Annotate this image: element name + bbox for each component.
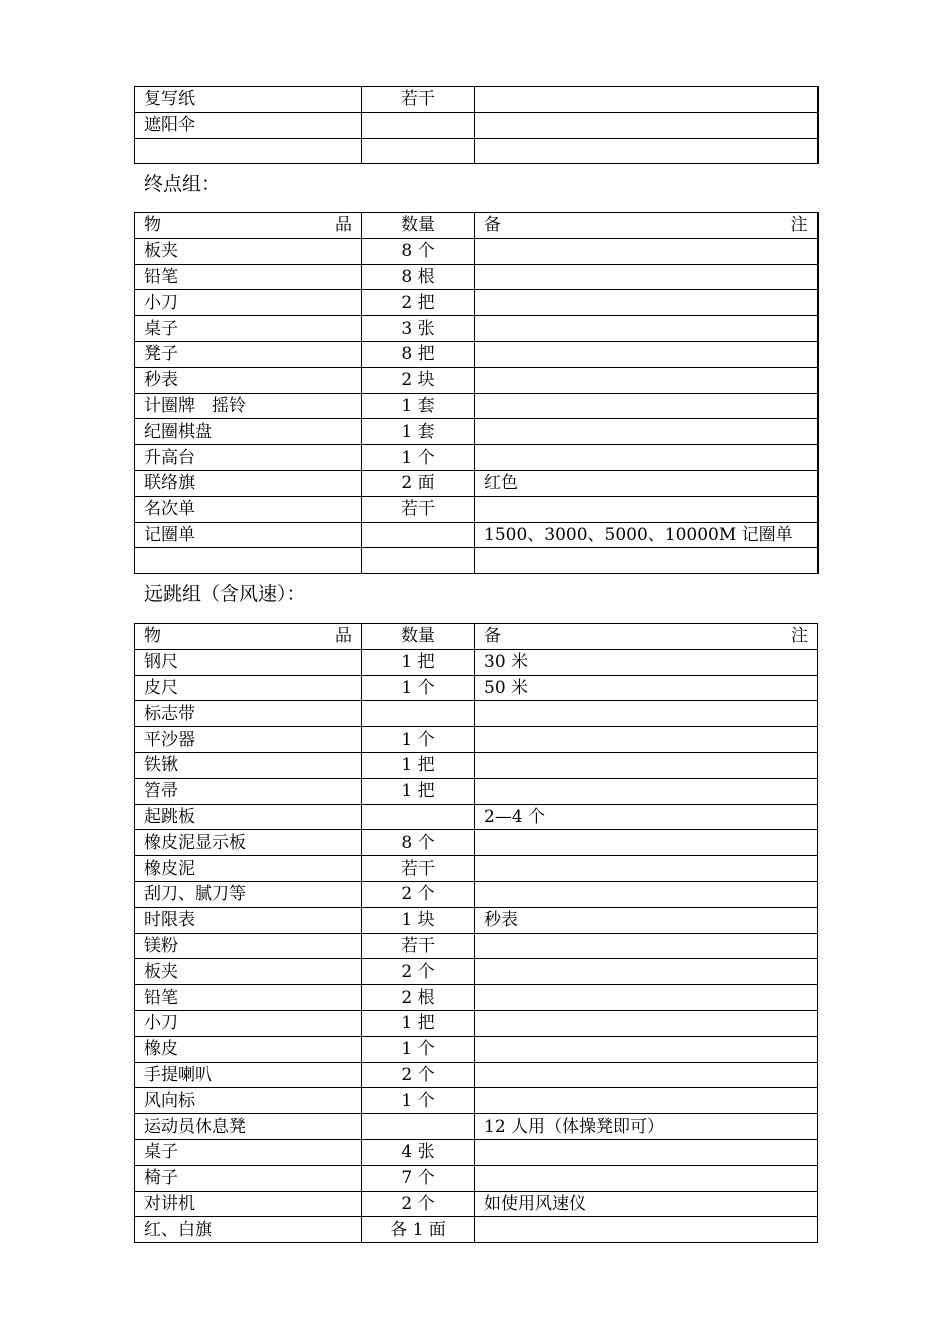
item-cell: 记圈单: [135, 522, 362, 548]
note-cell: [475, 316, 818, 342]
note-cell: 1500、3000、5000、10000M 记圈单: [475, 522, 818, 548]
item-cell: 橡皮泥: [135, 856, 362, 882]
table-row: [135, 675, 818, 701]
header-note: [475, 624, 818, 650]
note-cell: [475, 1139, 818, 1165]
table-row: [135, 1217, 818, 1243]
note-cell: [475, 393, 818, 419]
item-cell: 钢尺: [135, 649, 362, 675]
item-cell: 联络旗: [135, 470, 362, 496]
qty-cell: 2 根: [362, 985, 475, 1011]
long-jump-equipment-table: [134, 623, 818, 1243]
qty-cell: 7 个: [362, 1165, 475, 1191]
note-cell: [475, 701, 818, 727]
item-cell: 铅笔: [135, 985, 362, 1011]
header-note-b: 注: [790, 215, 808, 236]
header-item: [135, 624, 362, 650]
note-cell: [475, 727, 818, 753]
table-row: [135, 907, 818, 933]
qty-cell: 8 个: [362, 830, 475, 856]
header-item-a: 物: [144, 626, 161, 647]
table-row: [135, 985, 818, 1011]
qty-cell: 4 张: [362, 1139, 475, 1165]
note-cell: 秒表: [475, 907, 818, 933]
item-cell: 计圈牌 摇铃: [135, 393, 362, 419]
item-cell: 秒表: [135, 367, 362, 393]
note-cell: 如使用风速仪: [475, 1191, 818, 1217]
qty-cell: 8 把: [362, 341, 475, 367]
qty-cell: 2 个: [362, 881, 475, 907]
table-row: [135, 419, 818, 445]
table-row: [135, 112, 818, 138]
table-row: [135, 856, 818, 882]
table-row: [135, 548, 818, 574]
item-cell: 橡皮泥显示板: [135, 830, 362, 856]
table-row: [135, 470, 818, 496]
note-cell: [475, 112, 818, 138]
item-cell: [135, 548, 362, 574]
table-row: [135, 1036, 818, 1062]
header-note: [475, 213, 818, 239]
note-cell: [475, 419, 818, 445]
qty-cell: 若干: [362, 856, 475, 882]
note-cell: [475, 548, 818, 574]
table-row: [135, 264, 818, 290]
qty-cell: 3 张: [362, 316, 475, 342]
qty-cell: 若干: [362, 87, 475, 113]
qty-cell: [362, 522, 475, 548]
item-cell: 橡皮: [135, 1036, 362, 1062]
table-row: [135, 341, 818, 367]
note-cell: [475, 238, 818, 264]
qty-cell: 1 个: [362, 675, 475, 701]
item-cell: 皮尺: [135, 675, 362, 701]
table-header-row: [135, 213, 818, 239]
note-cell: [475, 1062, 818, 1088]
note-cell: 50 米: [475, 675, 818, 701]
table-header-row: [135, 624, 818, 650]
note-cell: [475, 496, 818, 522]
item-cell: 板夹: [135, 959, 362, 985]
header-note-a: 备: [484, 215, 501, 236]
qty-cell: 1 套: [362, 419, 475, 445]
qty-cell: 1 套: [362, 393, 475, 419]
note-cell: 30 米: [475, 649, 818, 675]
item-cell: 起跳板: [135, 804, 362, 830]
item-cell: 手提喇叭: [135, 1062, 362, 1088]
header-item: [135, 213, 362, 239]
item-cell: 升高台: [135, 445, 362, 471]
table-row: [135, 496, 818, 522]
item-cell: 风向标: [135, 1088, 362, 1114]
item-cell: 小刀: [135, 290, 362, 316]
item-cell: 名次单: [135, 496, 362, 522]
table-row: [135, 933, 818, 959]
note-cell: [475, 985, 818, 1011]
table-row: [135, 1088, 818, 1114]
table-row: [135, 959, 818, 985]
item-cell: 纪圈棋盘: [135, 419, 362, 445]
note-cell: [475, 290, 818, 316]
note-cell: 红色: [475, 470, 818, 496]
item-cell: 铅笔: [135, 264, 362, 290]
note-cell: [475, 778, 818, 804]
note-cell: [475, 1010, 818, 1036]
note-cell: [475, 830, 818, 856]
qty-cell: 1 个: [362, 1036, 475, 1062]
table-row: [135, 1191, 818, 1217]
qty-cell: 8 个: [362, 238, 475, 264]
item-cell: 标志带: [135, 701, 362, 727]
note-cell: [475, 445, 818, 471]
qty-cell: [362, 701, 475, 727]
qty-cell: 1 把: [362, 778, 475, 804]
qty-cell: 1 个: [362, 1088, 475, 1114]
item-cell: 时限表: [135, 907, 362, 933]
item-cell: 对讲机: [135, 1191, 362, 1217]
table-row: [135, 522, 818, 548]
qty-cell: 各 1 面: [362, 1217, 475, 1243]
qty-cell: 2 把: [362, 290, 475, 316]
header-item-a: 物: [144, 215, 161, 236]
qty-cell: [362, 804, 475, 830]
item-cell: 桌子: [135, 1139, 362, 1165]
note-cell: [475, 1036, 818, 1062]
table-row: [135, 316, 818, 342]
item-cell: 刮刀、腻刀等: [135, 881, 362, 907]
table-row: [135, 1062, 818, 1088]
note-cell: [475, 1217, 818, 1243]
section-title-finish: 终点组：: [144, 173, 221, 195]
item-cell: 平沙器: [135, 727, 362, 753]
table-row: [135, 830, 818, 856]
qty-cell: 若干: [362, 496, 475, 522]
item-cell: 椅子: [135, 1165, 362, 1191]
note-cell: [475, 87, 818, 113]
header-note-a: 备: [484, 626, 501, 647]
item-cell: 遮阳伞: [135, 112, 362, 138]
table-row: [135, 445, 818, 471]
item-cell: 运动员休息凳: [135, 1114, 362, 1140]
note-cell: [475, 1165, 818, 1191]
table-row: [135, 1165, 818, 1191]
qty-cell: 2 个: [362, 1191, 475, 1217]
item-cell: 板夹: [135, 238, 362, 264]
header-note-b: 注: [791, 626, 808, 647]
qty-cell: 2 面: [362, 470, 475, 496]
item-cell: 红、白旗: [135, 1217, 362, 1243]
qty-cell: 1 把: [362, 649, 475, 675]
note-cell: [475, 959, 818, 985]
note-cell: [475, 752, 818, 778]
item-cell: 镁粉: [135, 933, 362, 959]
qty-cell: 2 块: [362, 367, 475, 393]
section-title-long-jump: 远跳组（含风速）：: [144, 583, 306, 605]
qty-cell: [362, 112, 475, 138]
table-row: [135, 804, 818, 830]
table-row: [135, 138, 818, 164]
note-cell: [475, 1088, 818, 1114]
qty-cell: 2 个: [362, 959, 475, 985]
equipment-table-continued: [134, 86, 819, 164]
item-cell: 笤帚: [135, 778, 362, 804]
qty-cell: 1 个: [362, 727, 475, 753]
table-row: [135, 290, 818, 316]
qty-cell: [362, 548, 475, 574]
table-row: [135, 752, 818, 778]
header-qty: 数量: [362, 213, 475, 239]
note-cell: [475, 341, 818, 367]
note-cell: 2—4 个: [475, 804, 818, 830]
item-cell: 铁锹: [135, 752, 362, 778]
header-item-b: 品: [335, 215, 352, 236]
table-row: [135, 649, 818, 675]
table-row: [135, 1139, 818, 1165]
note-cell: [475, 367, 818, 393]
note-cell: 12 人用（体操凳即可）: [475, 1114, 818, 1140]
header-item-b: 品: [335, 626, 352, 647]
note-cell: [475, 856, 818, 882]
qty-cell: 1 把: [362, 752, 475, 778]
qty-cell: 1 块: [362, 907, 475, 933]
qty-cell: 2 个: [362, 1062, 475, 1088]
table-row: [135, 367, 818, 393]
table-row: [135, 393, 818, 419]
note-cell: [475, 881, 818, 907]
table-row: [135, 778, 818, 804]
table-row: [135, 727, 818, 753]
table-row: [135, 1114, 818, 1140]
item-cell: [135, 138, 362, 164]
header-qty: 数量: [362, 624, 475, 650]
item-cell: 复写纸: [135, 87, 362, 113]
item-cell: 小刀: [135, 1010, 362, 1036]
item-cell: 桌子: [135, 316, 362, 342]
item-cell: 凳子: [135, 341, 362, 367]
qty-cell: 1 把: [362, 1010, 475, 1036]
qty-cell: [362, 1114, 475, 1140]
table-row: [135, 701, 818, 727]
qty-cell: 若干: [362, 933, 475, 959]
table-row: [135, 1010, 818, 1036]
note-cell: [475, 933, 818, 959]
qty-cell: 8 根: [362, 264, 475, 290]
table-row: [135, 87, 818, 113]
table-row: [135, 881, 818, 907]
qty-cell: 1 个: [362, 445, 475, 471]
qty-cell: [362, 138, 475, 164]
table-row: [135, 238, 818, 264]
finish-equipment-table: [134, 212, 819, 574]
note-cell: [475, 138, 818, 164]
note-cell: [475, 264, 818, 290]
